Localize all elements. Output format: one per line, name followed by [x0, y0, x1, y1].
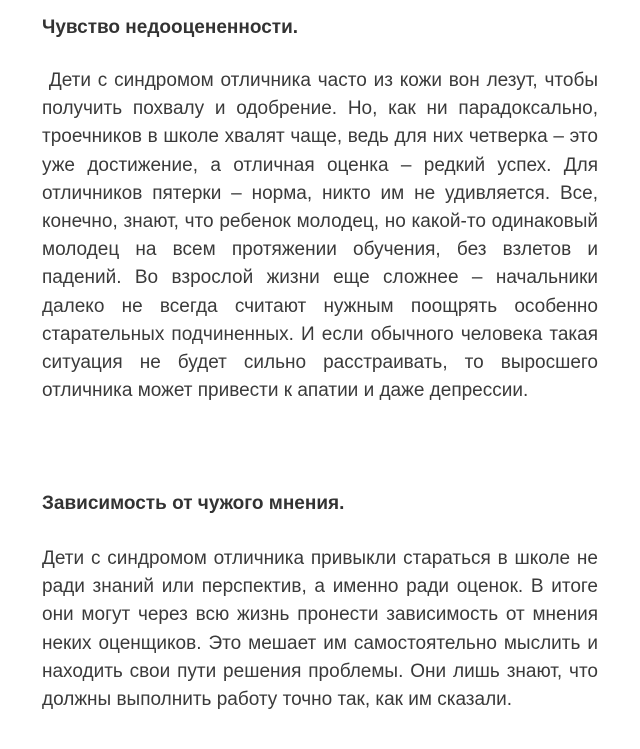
section-paragraph-underappreciation: Дети с синдромом отличника часто из кожи вон лезут, чтобы получить похвалу и одобрение. Но, как ни парадоксально, троечников в школе хвалят чаще, ведь для них четверка – это уже достижение, а отличная оценка – редкий успех. Для отличников пятерки – норма, никто им не удивляется. Все, конечно, знают, что ребенок молодец, но какой-то одинаковый молодец на всем протяжении обучения, без взлетов и падений. Во взрослой жизни еще сложнее – начальники далеко не всегда считают нужным поощрять особенно старательных подчиненных. И если обычного человека такая ситуация не будет сильно расстраивать, то выросшего отличника может привести к апатии и даже депрессии. [42, 70, 598, 402]
section-heading-dependence: Зависимость от чужого мнения. [42, 493, 345, 514]
section-heading-underappreciation: Чувство недооцененности. [42, 17, 299, 38]
section-paragraph-dependence: Дети с синдромом отличника привыкли стараться в школе не ради знаний или перспектив, а именно ради оценок. В итоге они могут через всю жизнь пронести зависимость от мнения неких оценщиков. Это мешает им самостоятельно мыслить и находить свои пути решения проблемы. Они лишь знают, что должны выполнить работу точно так, как им сказали. [42, 548, 598, 711]
